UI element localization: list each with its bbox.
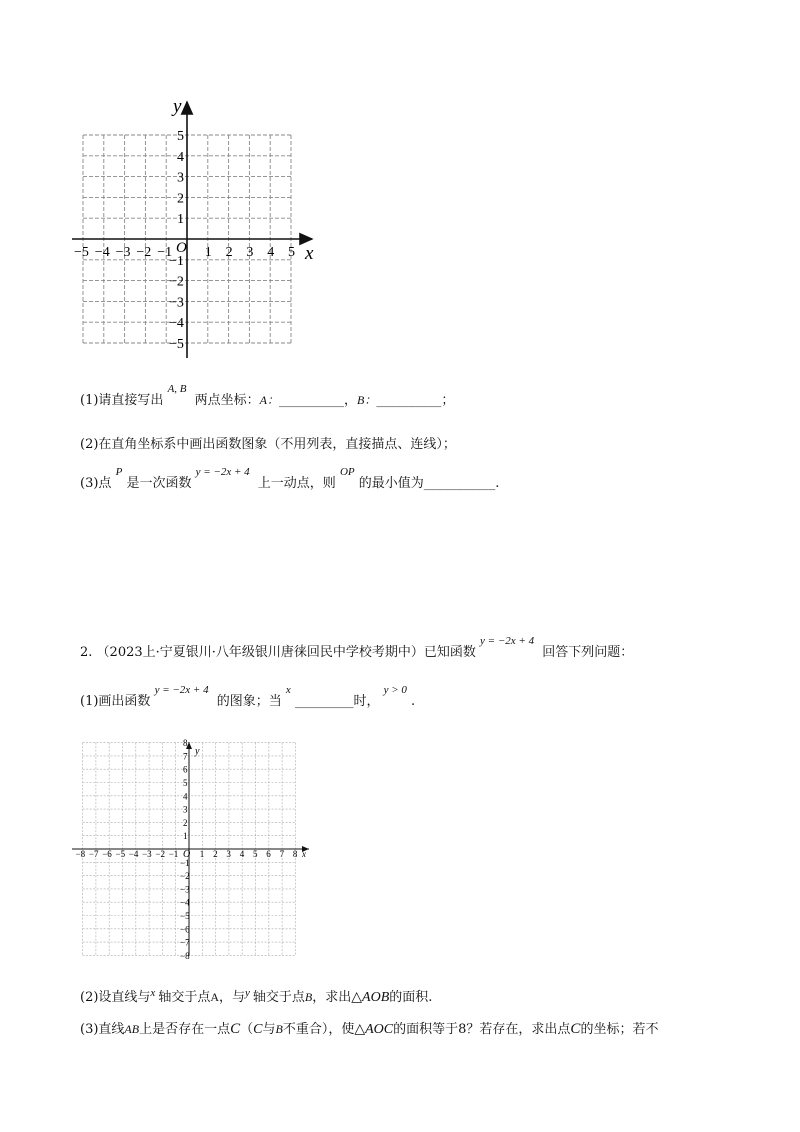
y-tick-label: −8: [180, 950, 190, 961]
y-tick-label: −5: [180, 911, 190, 921]
x-tick-label: 2: [225, 245, 233, 260]
line-ab-math: AB: [124, 1022, 140, 1036]
q2-part1-func: y = −2x + 4: [154, 684, 209, 696]
func-math: y = −2x + 4: [195, 466, 250, 478]
label-b: B：: [357, 393, 377, 407]
q2-source: （2023上·宁夏银川·八年级银川唐徕回民中学校考期中）已知函数: [96, 645, 476, 660]
q2-part2-text2: ，与: [219, 990, 246, 1005]
q2-part2-text4: ，求出: [312, 990, 352, 1005]
y-tick-label: −4: [180, 897, 190, 908]
q2-part2-prefix: (2)设直线与: [80, 990, 151, 1005]
x-tick-label: 5: [253, 849, 258, 859]
y-tick-label: 4: [177, 149, 184, 165]
q2-part3-text2: （: [240, 1022, 254, 1037]
point-p-math: P: [115, 466, 123, 478]
coordinate-grid-1: [0, 0, 800, 380]
q2-part2-text1: 轴交于点: [158, 990, 211, 1005]
q2-part1-text2: 时，: [353, 694, 380, 709]
end: .: [411, 694, 416, 709]
op-math: OP: [339, 466, 355, 478]
x-tick-label: 4: [267, 245, 275, 260]
coordinate-grid-2: [0, 720, 800, 965]
x-tick-label: 2: [213, 849, 218, 859]
q1-part3-prefix: (3)点: [80, 476, 112, 491]
q2-part3-text6: 的坐标；若不: [580, 1022, 659, 1037]
y-axis-label: y: [195, 746, 200, 757]
y-tick-label: −3: [169, 295, 184, 311]
points-ab-math: A, B: [167, 383, 187, 395]
y-tick-label: 3: [183, 804, 188, 815]
x-tick-label: 1: [199, 849, 205, 859]
end: ；: [441, 393, 455, 408]
y-tick-label: 3: [177, 170, 184, 186]
x-tick-label: −8: [75, 849, 86, 859]
y-tick-label: −2: [169, 274, 184, 290]
q1-part3-text2: 上一动点，则: [257, 476, 336, 491]
y-tick-label: 2: [177, 191, 184, 207]
q2-part1-prefix: (1)画出函数: [80, 694, 151, 709]
triangle-aoc-math: △AOC: [354, 1022, 394, 1037]
q2-part2-text5: 的面积.: [389, 990, 433, 1005]
x-tick-label: −4: [128, 849, 139, 859]
point-c3-math: C: [570, 1021, 581, 1037]
point-b-math: B: [304, 990, 313, 1004]
q1-part2-text: (2)在直角坐标系中画出函数图象（不用列表，直接描点、连线）；: [80, 437, 456, 452]
point-c2-math: C: [253, 1022, 263, 1037]
point-a-math: A: [210, 990, 219, 1004]
blank-a[interactable]: __________: [279, 393, 345, 408]
q1-part1-prefix: (1)请直接写出: [80, 393, 164, 408]
x-tick-label: −4: [94, 245, 110, 260]
q1-part3-text1: 是一次函数: [126, 476, 192, 491]
x-tick-label: −5: [74, 245, 89, 260]
q2-part3-text3: 与: [262, 1022, 276, 1037]
x-tick-label: −5: [115, 849, 126, 859]
triangle-aob-math: △AOB: [351, 990, 390, 1005]
y-tick-label: −2: [180, 871, 190, 882]
y-axis-math: y: [245, 987, 250, 999]
x-axis-math: x: [150, 987, 156, 999]
x-tick-label: 3: [246, 245, 254, 260]
q2-part1: [80, 684, 416, 709]
x-tick-label: −1: [168, 849, 179, 859]
y-tick-label: −1: [169, 253, 184, 269]
y-tick-label: −3: [180, 884, 190, 895]
x-tick-label: −2: [136, 245, 152, 260]
origin-label: O: [176, 240, 187, 256]
q1-part1-middle: 两点坐标：: [194, 393, 260, 408]
y-cond: y > 0: [383, 684, 407, 696]
x-tick-label: 4: [239, 849, 245, 859]
x-tick-label: −2: [155, 849, 165, 859]
x-tick-label: 5: [288, 245, 295, 260]
q2-part2-text3: 轴交于点: [252, 990, 305, 1005]
y-tick-label: 2: [183, 817, 188, 828]
y-tick-label: 5: [177, 129, 184, 144]
y-tick-label: 4: [183, 791, 188, 802]
origin-label: O: [183, 849, 191, 860]
q2-tail: 回答下列问题：: [542, 645, 634, 660]
q1-part1: [80, 383, 455, 408]
x-tick-label: −3: [115, 245, 131, 260]
x-tick-label: 6: [266, 849, 271, 859]
y-tick-label: 1: [183, 831, 188, 842]
point-c-math: C: [230, 1021, 241, 1037]
x-tick-label: −6: [102, 849, 112, 859]
y-axis-label: y: [173, 96, 182, 117]
y-tick-label: −7: [180, 937, 190, 948]
x-axis-label: x: [302, 849, 306, 859]
y-tick-label: 1: [177, 212, 184, 228]
q2-part3-text4: 不重合），使: [282, 1022, 355, 1037]
q2-part3: [80, 1018, 658, 1038]
x-tick-label: −3: [142, 849, 152, 859]
q2-part3-text1: 上是否存在一点: [139, 1022, 231, 1037]
x-tick-label: −1: [157, 245, 173, 260]
x-tick-label: 8: [292, 849, 298, 859]
label-a: A：: [259, 393, 280, 407]
y-tick-label: 6: [183, 764, 188, 775]
x-tick-label: 3: [226, 849, 231, 859]
x-var: x: [285, 684, 291, 696]
q2-part3-prefix: (3)直线: [80, 1022, 125, 1037]
blank-op[interactable]: ___________: [423, 476, 496, 491]
x-tick-label: 7: [279, 849, 285, 859]
end: .: [495, 476, 500, 491]
blank-b[interactable]: __________: [376, 393, 442, 408]
q1-part3-text3: 的最小值为: [358, 476, 424, 491]
y-tick-label: −1: [180, 857, 190, 868]
y-tick-label: 7: [183, 751, 188, 762]
q2-part1-text1: 的图象；当: [216, 694, 282, 709]
x-axis-label: x: [305, 243, 314, 264]
q1-part2: [80, 433, 456, 452]
point-b2-math: B: [275, 1022, 283, 1036]
y-tick-label: −6: [180, 924, 190, 935]
x-tick-label: −7: [88, 849, 99, 859]
q2-part3-text5: 的面积等于8？若存在，求出点: [393, 1022, 571, 1037]
y-tick-label: −4: [169, 316, 184, 332]
y-tick-label: −5: [169, 337, 184, 352]
y-tick-label: 8: [183, 738, 188, 749]
q2-func-math: y = −2x + 4: [480, 635, 535, 647]
q2-number: 2.: [80, 645, 93, 660]
blank-x[interactable]: _________: [294, 694, 354, 709]
x-tick-label: 1: [204, 245, 212, 260]
y-tick-label: 5: [183, 778, 188, 788]
q2-part2: [80, 986, 432, 1006]
sep: ，: [344, 393, 358, 408]
q1-part3: [80, 466, 500, 491]
q2-header: [80, 635, 634, 660]
